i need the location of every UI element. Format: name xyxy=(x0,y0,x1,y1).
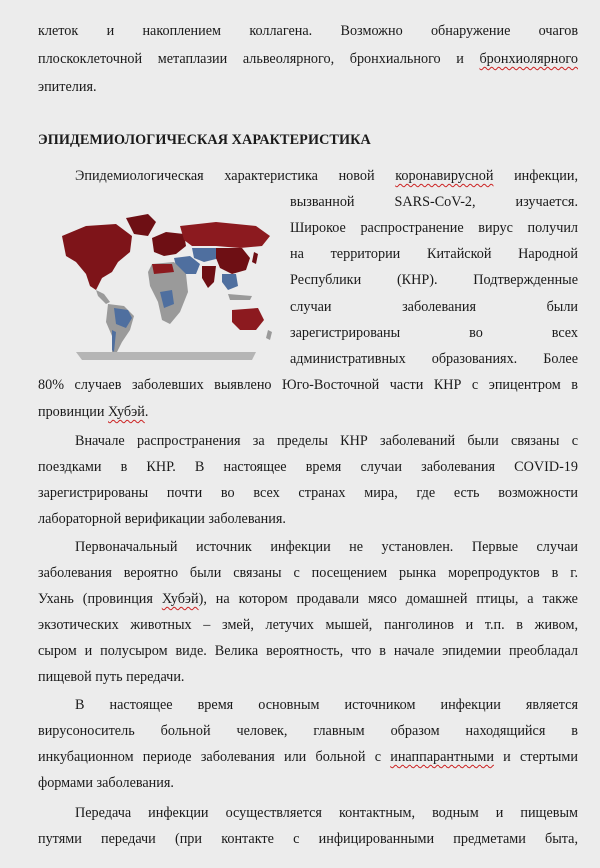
map-europe xyxy=(152,232,186,256)
top-paragraph-line-3: эпителия. xyxy=(38,79,97,95)
source-line-4: экзотических животных – змей, летучих мышей, панголинов и т.п. в живом, xyxy=(38,617,578,633)
epi-line-10: провинции Хубэй. xyxy=(38,404,149,420)
transmission-line-2: путями передачи (при контакте с инфицированными предметами быта, xyxy=(38,831,578,847)
source-line-2: заболевания вероятно были связаны с посещением рынка морепродуктов в г. xyxy=(38,565,578,581)
map-china xyxy=(216,248,250,274)
map-north-america xyxy=(62,224,132,290)
epi-line-7: зарегистрированы во всех xyxy=(290,325,578,341)
carrier-line-4: формами заболевания. xyxy=(38,775,174,791)
epi-line-1: Эпидемиологическая характеристика новой коронавирусной инфекции, xyxy=(75,168,578,184)
carrier-line-3: инкубационном периоде заболевания или больной с инаппарантными и стертыми xyxy=(38,749,578,765)
epi-line-5: Республики (КНР). Подтвержденные xyxy=(290,272,578,288)
epi-line-2: вызванной SARS-CoV-2, изучается. xyxy=(290,194,578,210)
spread-line-3: зарегистрированы почти во всех странах мира, где есть возможности xyxy=(38,485,578,501)
source-line-5: сыром и полусыром виде. Велика вероятность, что в начале эпидемии преобладал xyxy=(38,643,578,659)
map-antarctica xyxy=(76,352,256,360)
epi-line-8: административных образованиях. Более xyxy=(290,351,578,367)
map-russia xyxy=(180,222,270,248)
carrier-line-2: вирусоноситель больной человек, главным образом находящийся в xyxy=(38,723,578,739)
spread-line-2: поездками в КНР. В настоящее время случаи заболевания COVID-19 xyxy=(38,459,578,475)
epi-line-9: 80% случаев заболевших выявлено Юго-Восточной части КНР с эпицентром в xyxy=(38,377,578,393)
map-central-asia xyxy=(192,248,220,262)
carrier-line-1: В настоящее время основным источником инфекции является xyxy=(75,697,578,713)
map-australia xyxy=(232,308,264,330)
map-japan xyxy=(252,252,258,264)
map-india xyxy=(202,266,216,288)
map-central-america xyxy=(96,290,110,304)
map-indonesia xyxy=(228,294,252,300)
world-map-image xyxy=(56,212,276,362)
map-southeast-asia xyxy=(222,274,238,290)
map-new-zealand xyxy=(266,330,272,340)
spread-line-4: лабораторной верификации заболевания. xyxy=(38,511,286,527)
section-heading: ЭПИДЕМИОЛОГИЧЕСКАЯ ХАРАКТЕРИСТИКА xyxy=(38,132,371,148)
transmission-line-1: Передача инфекции осуществляется контактным, водным и пищевым xyxy=(75,805,578,821)
source-line-3: Ухань (провинция Хубэй), на котором продавали мясо домашней птицы, а также xyxy=(38,591,578,607)
source-line-1: Первоначальный источник инфекции не установлен. Первые случаи xyxy=(75,539,578,555)
epi-line-6: случаи заболевания были xyxy=(290,299,578,315)
top-paragraph-line-1: клеток и накоплением коллагена. Возможно обнаружение очагов xyxy=(38,23,579,39)
map-greenland xyxy=(126,214,156,236)
epi-line-3: Широкое распространение вирус получил xyxy=(290,220,578,236)
spread-line-1: Вначале распространения за пределы КНР заболеваний были связаны с xyxy=(75,433,578,449)
top-paragraph-line-2: плоскоклеточной метаплазии альвеолярного, бронхиального и бронхиолярного xyxy=(38,51,578,67)
epi-line-4: на территории Китайской Народной xyxy=(290,246,578,262)
source-line-6: пищевой путь передачи. xyxy=(38,669,185,685)
